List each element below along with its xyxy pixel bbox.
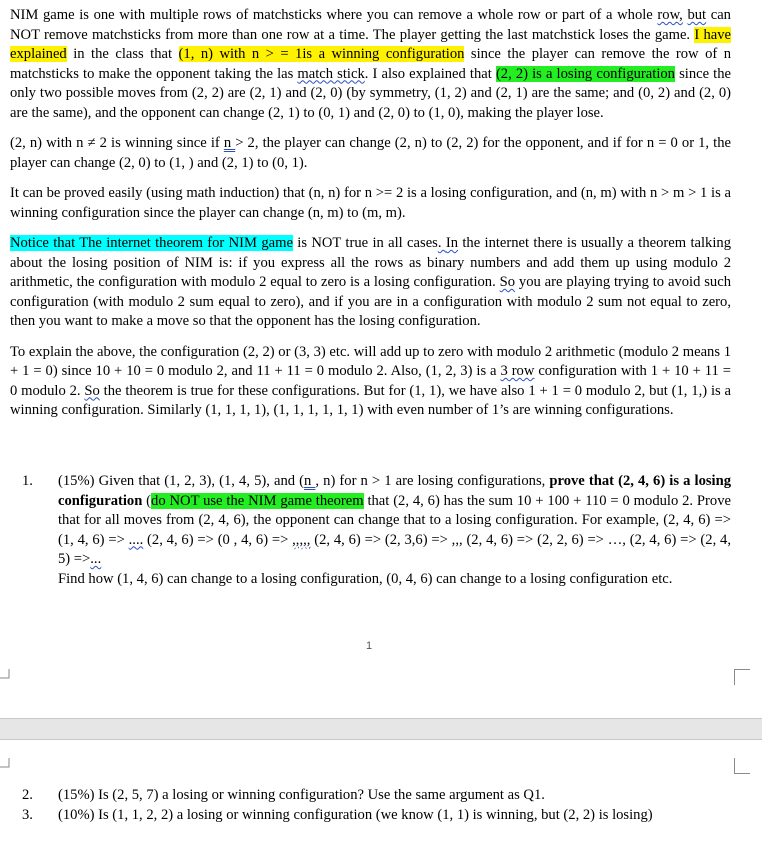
highlight-cyan: Notice that The internet theorem for NIM game — [10, 235, 293, 251]
question-3-text: (10%) Is (1, 1, 2, 2) a losing or winning configuration (we know (1, 1) is winning, but (2, 2) is losing) — [58, 806, 653, 823]
question-1 — [22, 472, 731, 589]
spell-underline: ... — [90, 551, 102, 567]
paragraph-internet-theorem: Notice that The internet theorem for NIM game is NOT true in all cases. In the internet there is usually a theorem talking about the losing position of NIM is: if you express all the rows as binary numbers and add them up using modulo 2 arithmetic, the configuration with modulo 2 equal to zero is a losing configuration. So you are playing trying to avoid such configuration (with modulo 2 sum equal to zero), and if you are in a configuration with modulo 2 sum not equal to zero, then you want to make a move so that the opponent has the losing configuration. — [10, 235, 731, 329]
page-break-gap — [0, 718, 762, 740]
questions-page-2 — [22, 786, 742, 825]
question-3 — [22, 806, 742, 826]
spell-underline: but — [687, 7, 707, 23]
spell-underline: ,,,,, — [292, 531, 311, 548]
margin-corner-bottom-left-icon — [0, 669, 10, 679]
page-number: 1 — [366, 640, 373, 652]
spell-underline: n — [223, 135, 236, 151]
question-2 — [22, 786, 742, 806]
question-number: 3. — [22, 806, 33, 823]
margin-corner-bottom-right-icon — [734, 669, 750, 685]
spell-underline: In — [445, 235, 459, 251]
highlight-green: do NOT use the NIM game theorem — [151, 492, 364, 509]
spell-underline: match stick — [297, 65, 365, 82]
highlight-yellow: I have explained — [10, 26, 732, 62]
margin-corner-top-left-icon — [0, 758, 10, 768]
paragraph-nim-intro: NIM game is one with multiple rows of matchsticks where you can remove a whole row or part of a whole row, but can NOT remove matchsticks from more than one row at a time. The player getting the last matchstick loses the game. I have explained in the class that (1, n) with n > = 1is a winning configuration since the player can remove the row of n matchsticks to make the opponent taking the las match stick. I also explained that (2, 2) is a losing configuration since the only two possible moves from (2, 2) are (2, 1) and (2, 0) (by symmetry, (1, 2) and (2, 1) are the same; and (0, 2) and (2, 0) are the same), and the opponent can change (2, 1) to (0, 1) and (2, 0) to (1, 0), making the player lose. — [10, 7, 732, 121]
spell-underline: . — [437, 235, 446, 251]
spell-underline: n — [304, 473, 316, 489]
spell-underline: So — [499, 274, 516, 290]
spell-underline: 3 row — [500, 363, 535, 379]
question-1-text: (15%) Given that (1, 2, 3), (1, 4, 5), and (n , n) for n > 1 are losing configurations, prove that (2, 4, 6) is a losing configuration (do NOT use the NIM game theorem that (2, 4, 6) has the sum 10 + 100 + 110 = 0 modulo 2. Prove that for all moves from (2, 4, 6), the opponent can change that to a losing configuration. For example, (2, 4, 6) => (1, 4, 6) => .... (2, 4, 6) => (0 , 4, 6) => ,,,,, (2, 4, 6) => (2, 3,6) => ,,, (2, 4, 6) => (2, 2, 6) => …, (2, 4, 6) => (2, 4, 5) =>... Find how (1, 4, 6) can change to a losing configuration, (0, 4, 6) can change to a losing configuration etc. — [58, 473, 732, 587]
question-number: 2. — [22, 787, 33, 803]
spell-underline: row, — [657, 7, 683, 23]
paragraph-explanation: To explain the above, the configuration (2, 2) or (3, 3) etc. will add up to zero with modulo 2 arithmetic (modulo 2 means 1 + 1 = 0) since 10 + 10 = 0 modulo 2, and 11 + 11 = 0 modulo 2. Also, (1, 2, 3) is a 3 row configuration with 1 + 10 + 11 = 0 modulo 2. So the theorem is true for these configurations. But for (1, 1), we have also 1 + 1 = 0 modulo 2, but (1, 1,) is a winning configuration. Similarly (1, 1, 1, 1), (1, 1, 1, 1, 1, 1) with even number of 1’s are winning configurations. — [10, 343, 732, 418]
bold-instruction: prove that (2, 4, 6) is a losing configuration — [58, 473, 732, 509]
spell-underline: So — [84, 382, 100, 399]
highlight-green: (2, 2) is a losing configuration — [495, 65, 675, 82]
paragraph-2n-winning: (2, n) with n ≠ 2 is winning since if n > 2, the player can change (2, n) to (2, 2) for the opponent, and if for n = 0 or 1, the player can change (2, 0) to (1, ) and (2, 1) to (0, 1). — [10, 135, 731, 171]
paragraph-induction: It can be proved easily (using math induction) that (n, n) for n >= 2 is a losing configuration, and (n, m) with n > m > 1 is a winning configuration since the player can change (n, m) to (m, m). — [10, 185, 731, 221]
question-2-text: (15%) Is (2, 5, 7) a losing or winning configuration? Use the same argument as Q1. — [58, 787, 545, 803]
question-number: 1. — [22, 473, 33, 489]
document-body — [10, 6, 731, 432]
margin-corner-top-right-icon — [734, 758, 750, 774]
highlight-yellow: (1, n) with n > = 1is a winning configuration — [178, 46, 465, 62]
spell-underline: .... — [128, 531, 144, 548]
